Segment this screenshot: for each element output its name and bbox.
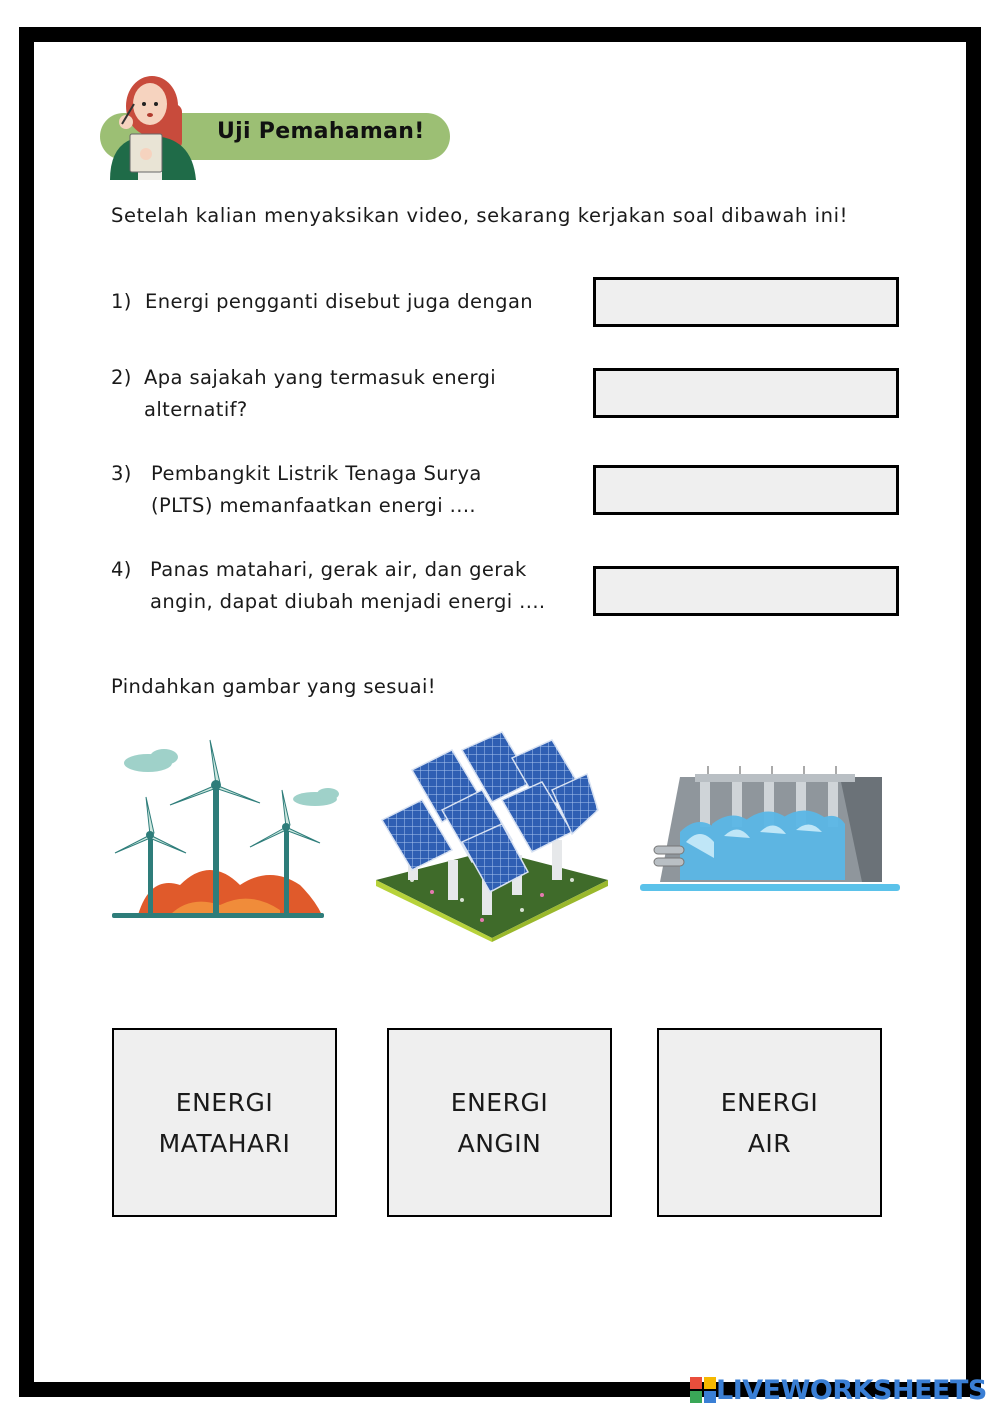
question-text: Energi pengganti disebut juga dengan [145,290,534,313]
header-title: Uji Pemahaman! [217,119,425,144]
drop-box-energi-angin[interactable] [387,1028,612,1217]
answer-field-3[interactable] [593,465,899,515]
question-2 [111,362,496,426]
drop-box-energi-air[interactable] [657,1028,882,1217]
liveworksheets-logo [690,1375,987,1405]
question-3 [111,458,482,522]
drop-box-energi-matahari[interactable] [112,1028,337,1217]
question-1 [111,286,533,318]
solar-panels-icon[interactable] [372,730,612,942]
question-text: angin, dapat diubah menjadi energi .... [150,590,546,613]
question-text: Panas matahari, gerak air, dan gerak [150,558,527,581]
question-number: 3) [111,462,132,485]
drop-box-label: MATAHARI [158,1128,291,1158]
answer-field-4[interactable] [593,566,899,616]
brand-text: LIVEWORKSHEETS [716,1374,987,1406]
question-text: (PLTS) memanfaatkan energi .... [151,494,477,517]
wind-turbines-icon[interactable] [110,735,340,920]
intro-text: Setelah kalian menyaksikan video, sekarang kerjakan soal dibawah ini! [111,204,849,227]
hydro-dam-icon[interactable] [640,762,902,894]
question-number: 2) [111,366,132,389]
drop-box-label: AIR [747,1128,792,1158]
answer-field-2[interactable] [593,368,899,418]
question-text: Apa sajakah yang termasuk energi [144,366,497,389]
question-text: Pembangkit Listrik Tenaga Surya [151,462,482,485]
question-number: 1) [111,290,132,313]
drop-box-label: ANGIN [457,1128,542,1158]
drop-box-label: ENERGI [175,1087,274,1117]
question-4 [111,554,546,618]
liveworksheets-icon [690,1377,716,1403]
question-number: 4) [111,558,132,581]
drag-instruction: Pindahkan gambar yang sesuai! [111,675,436,698]
drop-box-label: ENERGI [720,1087,819,1117]
answer-field-1[interactable] [593,277,899,327]
drop-box-label: ENERGI [450,1087,549,1117]
question-text: alternatif? [144,398,248,421]
woman-with-notepad-icon [100,64,202,180]
